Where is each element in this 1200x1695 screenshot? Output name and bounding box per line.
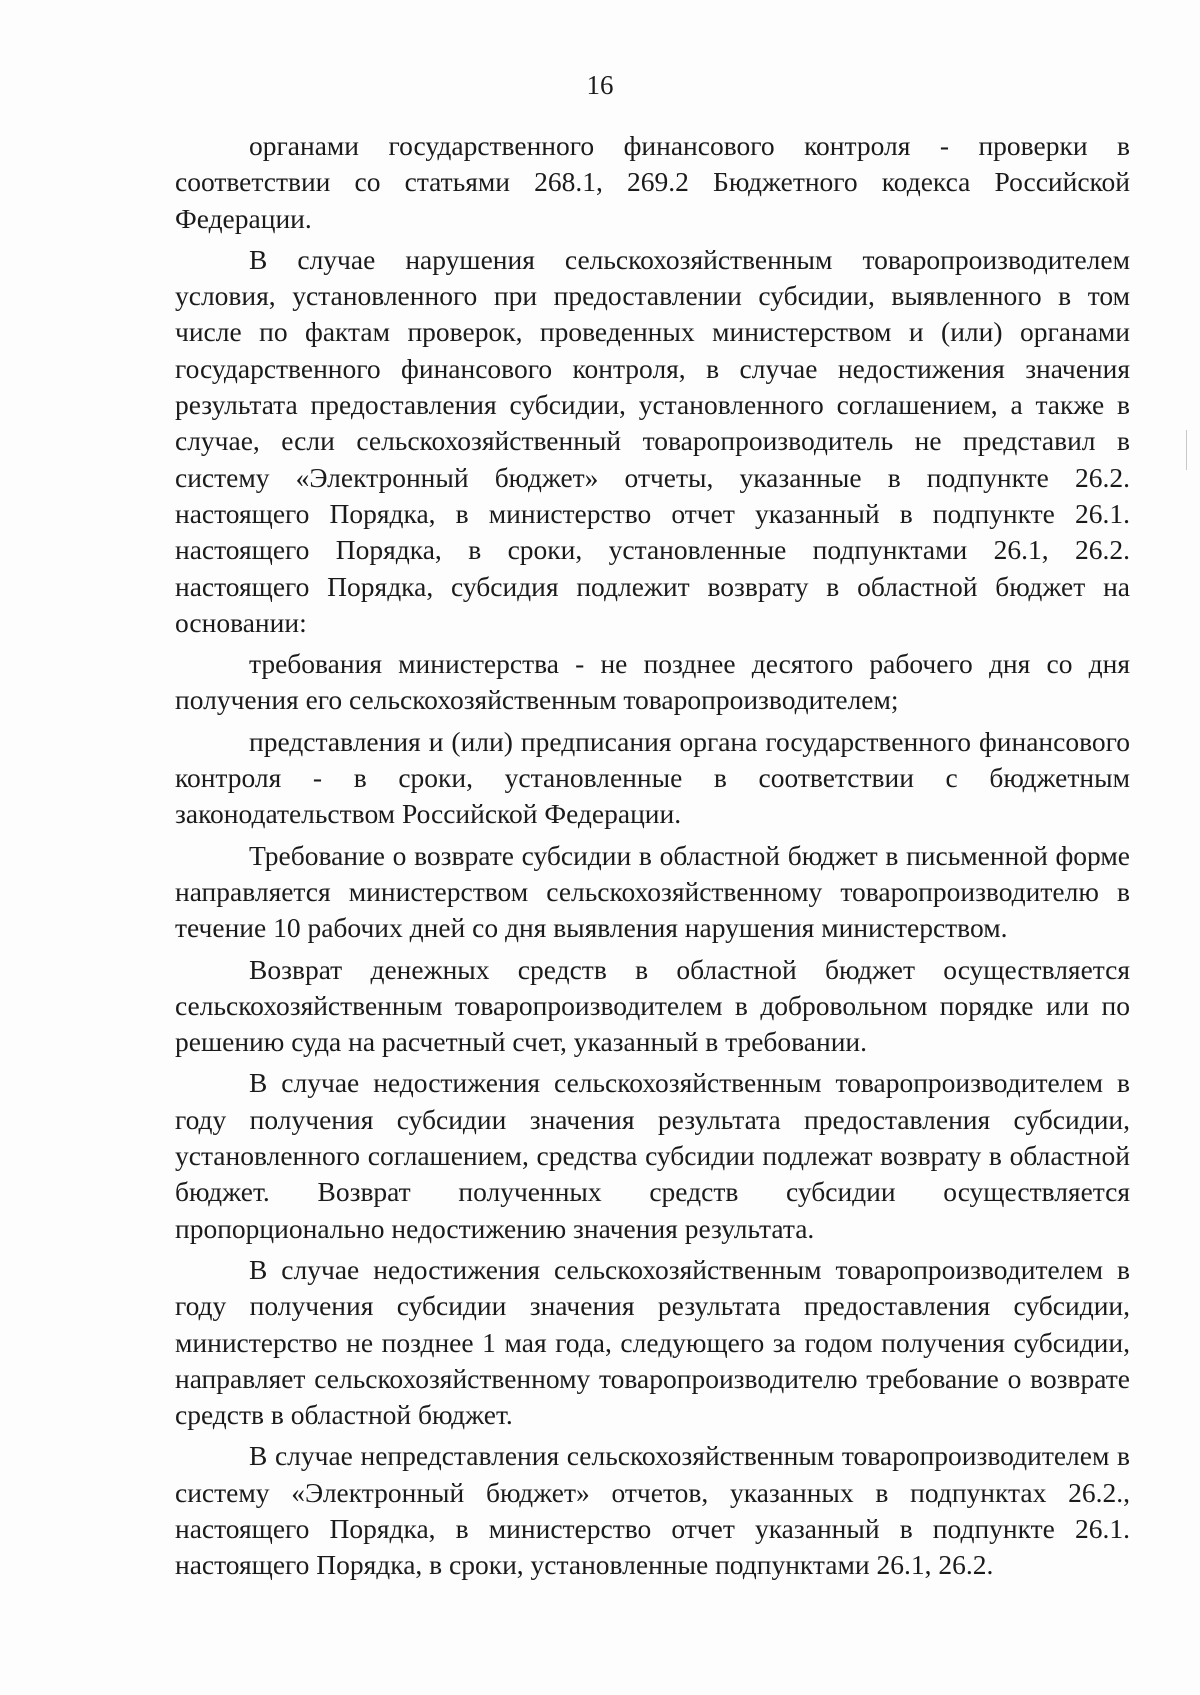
paragraph-result-not-achieved: В случае недостижения сельскохозяйственным товаропроизводителем в году получения субсидии значения результата предоставления субсидии, установленного соглашением, средства субсидии подлежат возврату в областной бюджет. Возврат полученных средств субсидии осуществляется пропорционально недостижению значения результата. <box>175 1067 1130 1244</box>
paragraph-written-requirement: Требование о возврате субсидии в областной бюджет в письменной форме направляется министерством сельскохозяйственному товаропроизводителю в течение 10 рабочих дней со дня выявления нарушения министерством. <box>175 839 1130 944</box>
paragraph-continuation: органами государственного финансового контроля - проверки в соответствии со статьями 268.1, 269.2 Бюджетного кодекса Российской Федерации. <box>175 130 1130 234</box>
paragraph-funds-return: Возврат денежных средств в областной бюджет осуществляется сельскохозяйственным товаропроизводителем в добровольном порядке или по решению суда на расчетный счет, указанный в требовании. <box>175 953 1130 1058</box>
document-body <box>175 128 1130 1584</box>
paragraph-violation-return: В случае нарушения сельскохозяйственным товаропроизводителем условия, установленного при предоставлении субсидии, выявленного в том числе по фактам проверок, проведенных министерством и (или) органами государственного финансового контроля, в случае недостижения значения результата предоставления субсидии, установленного соглашением, а также в случае, если сельскохозяйственный товаропроизводитель не представил в систему «Электронный бюджет» отчеты, указанные в подпункте 26.2. настоящего Порядка, в министерство отчет указанный в подпункте 26.1. настоящего Порядка, в сроки, установленные подпунктами 26.1, 26.2. настоящего Порядка, субсидия подлежит возврату в областной бюджет на основании: <box>175 243 1130 638</box>
paragraph-deadline-requirement: В случае недостижения сельскохозяйственным товаропроизводителем в году получения субсидии значения результата предоставления субсидии, министерство не позднее 1 мая года, следующего за годом получения субсидии, направляет сельскохозяйственному товаропроизводителю требование о возврате средств в областной бюджет. <box>175 1253 1130 1431</box>
page-number: 16 <box>586 70 614 100</box>
paragraph-reports-not-submitted: В случае непредставления сельскохозяйственным товаропроизводителем в систему «Электронный бюджет» отчетов, указанных в подпунктах 26.2., настоящего Порядка, в министерство отчет указанный в подпункте 26.1. настоящего Порядка, в сроки, установленные подпунктами 26.1, 26.2. <box>175 1440 1130 1581</box>
paragraph-ministry-requirement: требования министерства - не позднее десятого рабочего дня со дня получения его сельскохозяйственным товаропроизводителем; <box>175 648 1130 716</box>
scan-margin-mark <box>1186 430 1187 470</box>
paragraph-financial-control: представления и (или) предписания органа государственного финансового контроля - в сроки, установленные в соответствии с бюджетным законодательством Российской Федерации. <box>175 725 1130 830</box>
